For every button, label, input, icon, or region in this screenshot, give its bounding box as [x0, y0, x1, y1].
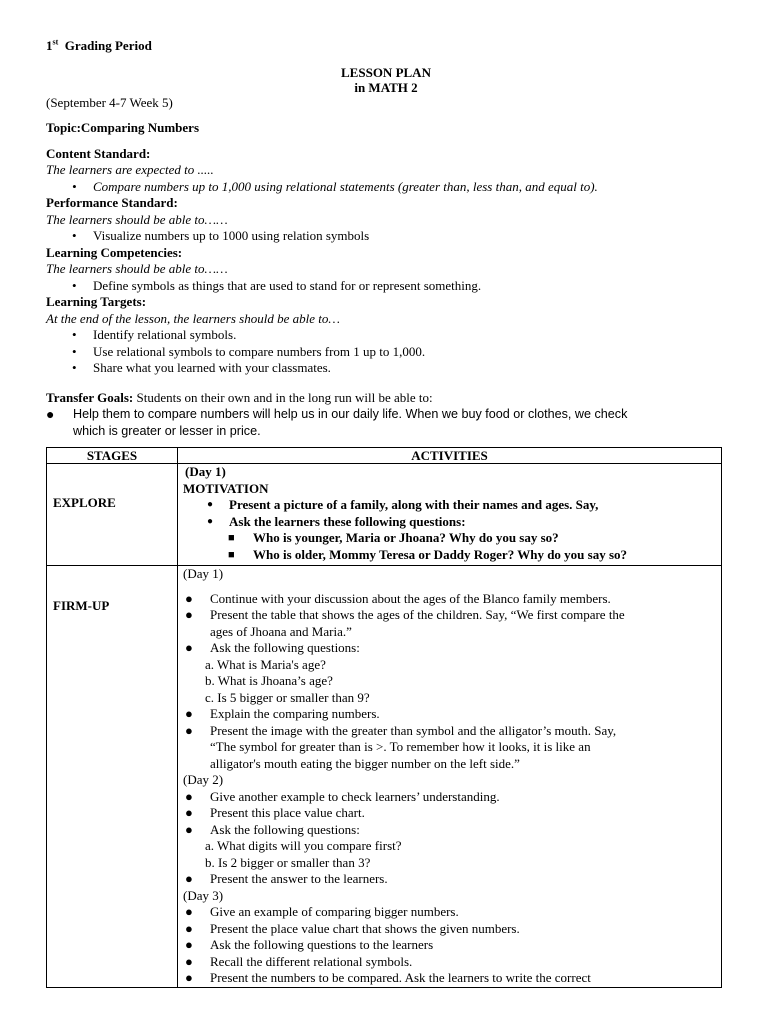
content-standard-heading: Content Standard: — [46, 145, 151, 161]
list-item: • Compare numbers up to 1,000 using relational statements (greater than, less than, and equal to). — [72, 178, 598, 194]
bullet-icon: • — [72, 343, 77, 359]
bullet-icon: ● — [185, 937, 193, 952]
grading-number: 1 — [46, 38, 53, 53]
list-item: ● Ask the learners these following questions: — [207, 513, 466, 529]
list-item: ● Present this place value chart. — [185, 805, 365, 820]
firmup-day-1: (Day 1) — [183, 566, 224, 581]
stage-explore: EXPLORE — [53, 495, 116, 510]
bullet-icon: • — [72, 360, 77, 375]
list-item: ● Ask the following questions: — [185, 821, 360, 837]
transfer-goals-item: ● Help them to compare numbers will help us in our daily life. When we buy food or clothes, we check which is greater or lesser in price. — [46, 406, 628, 438]
bullet-icon: ● — [207, 499, 214, 510]
bullet-icon: ● — [185, 722, 193, 738]
list-item: ■ Who is older, Mommy Teresa or Daddy Roger? Why do you say so? — [228, 546, 628, 562]
bullet-icon: ● — [185, 920, 193, 936]
list-item: ● Present the place value chart that shows the given numbers. — [185, 920, 520, 936]
bullet-icon: ● — [185, 970, 193, 985]
bullet-icon: ● — [185, 821, 193, 837]
explore-activities — [178, 464, 722, 566]
lesson-plan-page — [46, 38, 726, 439]
list-item: ● Ask the following questions to the learners — [185, 937, 434, 952]
table-row-firmup — [47, 566, 722, 988]
table-row-explore — [47, 464, 722, 566]
content-standard-list — [46, 179, 726, 196]
transfer-goals — [46, 390, 726, 407]
bullet-icon: ● — [185, 904, 193, 919]
explore-day: (Day 1) — [185, 464, 226, 479]
activities-header: ACTIVITIES — [178, 448, 722, 464]
bullet-icon: ● — [185, 953, 193, 969]
bullet-icon: • — [72, 277, 77, 293]
performance-standard-intro: The learners should be able to…… — [46, 211, 228, 227]
bullet-icon: ● — [185, 607, 193, 622]
list-item: ● Present a picture of a family, along with their names and ages. Say, — [207, 497, 599, 512]
learning-targets-intro: At the end of the lesson, the learners should be able to… — [46, 310, 340, 326]
title-line-1: LESSON PLAN — [341, 64, 431, 80]
bullet-icon: • — [72, 178, 77, 194]
content-standard-intro: The learners are expected to ..... — [46, 162, 214, 177]
bullet-icon: • — [72, 327, 77, 342]
dates: (September 4-7 Week 5) — [46, 94, 173, 110]
bullet-icon: ● — [185, 590, 193, 606]
learning-targets-heading: Learning Targets: — [46, 294, 147, 309]
square-bullet-icon: ■ — [228, 532, 235, 544]
list-item: ■ Who is younger, Maria or Jhoana? Why do you say so? — [228, 530, 559, 545]
topic: Topic:Comparing Numbers — [46, 120, 200, 135]
list-item: ● Present the numbers to be compared. Ask the learners to write the correct — [185, 970, 591, 985]
list-item: ● Give another example to check learners’ understanding. — [185, 788, 500, 804]
performance-standard-list — [46, 228, 726, 245]
grading-period — [46, 38, 726, 55]
transfer-goals-heading: Transfer Goals: — [46, 389, 134, 405]
list-item: • Identify relational symbols. — [72, 327, 237, 342]
firmup-day-2: (Day 2) — [183, 772, 224, 787]
list-item: ● Give an example of comparing bigger numbers. — [185, 904, 459, 919]
bullet-icon: ● — [185, 805, 193, 820]
bullet-icon: ● — [46, 406, 55, 422]
bullet-icon: ● — [207, 515, 214, 527]
table-header-row — [47, 448, 722, 464]
learning-competencies-heading: Learning Competencies: — [46, 244, 183, 260]
square-bullet-icon: ■ — [228, 548, 235, 561]
grading-label: Grading Period — [64, 38, 152, 53]
learning-competencies-intro: The learners should be able to…… — [46, 261, 228, 276]
firmup-activities: (Day 1) ● Continue with your discussion about the ages of the Blanco family members. ● Present the table that shows the ages of the children. Say, “We first compare the ages of Jhoana and Maria.” ● Ask the following questions: a. What is Maria's age? b. What is Jhoana’s age? c. Is 5 bigger or smaller than 9? ● Explain the comparing numbers. ● Present the image with the greater than symbol and the alligator’s mouth. Say, “The symbol for greater than is >. To remember how it looks, it is like an alligator's mouth eating the bigger number on the left side.” (Day 2) ● Give another example to check learners’ understanding. ● Present this place value chart. ● Ask the following questions: a. What digits will you compare first? b. Is 2 bigger or smaller than 3? ● Present the answer to the learners. (Day 3) ● Give an example of comparing bigger numbers. ● Present the place value chart that shows the given numbers. ● Ask the following questions to the learners ● Recall the different relational symbols. ● Present the numbers to be compared. Ask the learners to write the correct — [178, 566, 722, 988]
bullet-icon: ● — [185, 706, 193, 721]
bullet-icon: ● — [185, 871, 193, 886]
transfer-goals-text: Students on their own and in the long run will be able to: — [133, 389, 433, 405]
list-item: ● Present the image with the greater than symbol and the alligator’s mouth. Say, — [185, 722, 617, 738]
stages-header: STAGES — [47, 448, 178, 464]
list-item: • Visualize numbers up to 1000 using relation symbols — [72, 228, 370, 243]
bullet-icon: • — [72, 228, 77, 243]
bullet-icon: ● — [185, 788, 193, 804]
list-item: ● Present the answer to the learners. — [185, 871, 388, 886]
list-item: • Define symbols as things that are used to stand for or represent something. — [72, 277, 482, 293]
list-item: ● Present the table that shows the ages of the children. Say, “We first compare the — [185, 607, 625, 622]
list-item: ● Continue with your discussion about the ages of the Blanco family members. — [185, 590, 611, 606]
stage-firmup: FIRM-UP — [53, 598, 110, 613]
learning-competencies-list — [46, 278, 726, 295]
activities-table — [46, 447, 722, 988]
list-item: ● Recall the different relational symbols. — [185, 953, 413, 969]
learning-targets-list — [46, 327, 726, 377]
list-item: ● Ask the following questions: — [185, 640, 360, 655]
performance-standard-heading: Performance Standard: — [46, 195, 178, 210]
grading-suffix: st — [52, 37, 59, 47]
list-item: • Use relational symbols to compare numbers from 1 up to 1,000. — [72, 343, 426, 359]
list-item: • Share what you learned with your classmates. — [72, 360, 331, 375]
title-line-2: in MATH 2 — [354, 79, 418, 95]
bullet-icon: ● — [185, 640, 193, 655]
explore-motivation: MOTIVATION — [183, 480, 269, 496]
list-item: ● Explain the comparing numbers. — [185, 706, 380, 721]
firmup-day-3: (Day 3) — [183, 887, 224, 903]
